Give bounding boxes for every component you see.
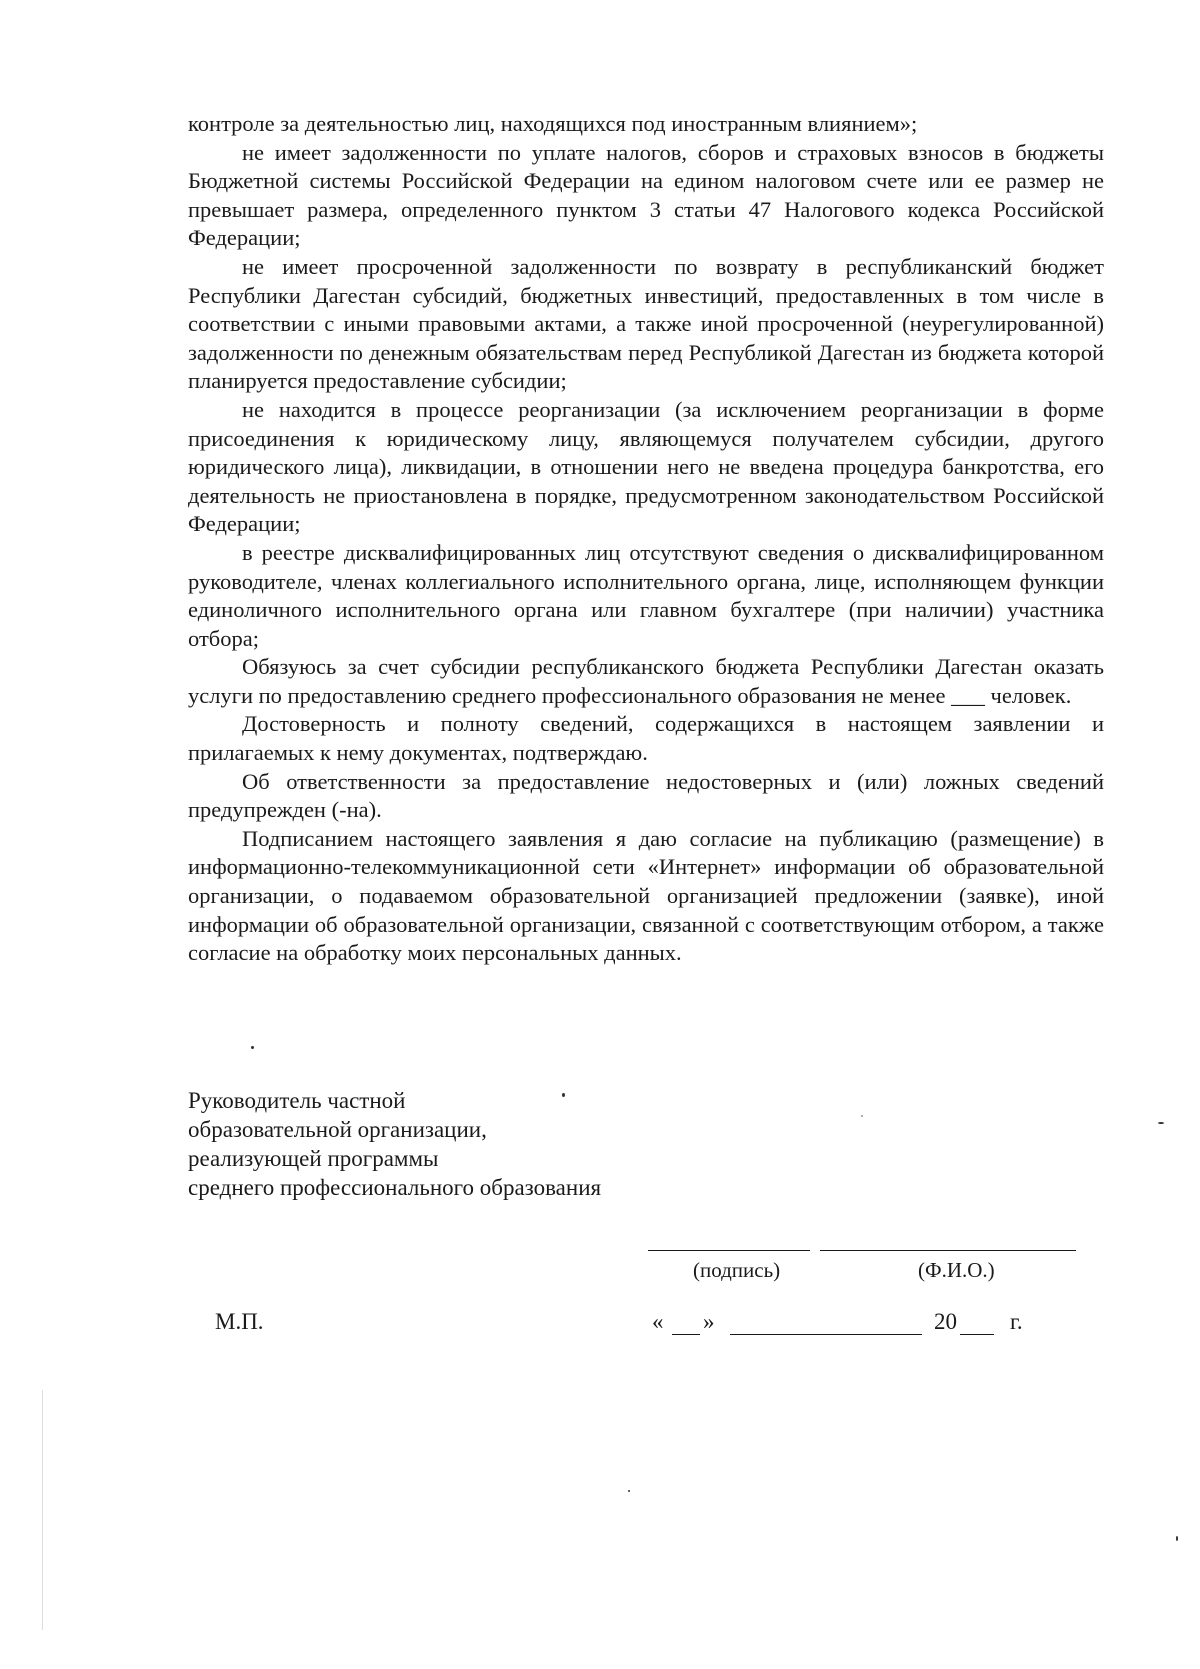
date-open-quote: «	[652, 1309, 664, 1334]
scan-speck	[1158, 1122, 1164, 1124]
paragraph-4: не находится в процессе реорганизации (за исключением реорганизации в форме присоединения к юридическому лицу, являющемуся получателем субсидии, другого юридического лица), ликвидации, в отношении него не введена процедура банкротства, его деятельность не приостановлена в порядке, предусмотренном законодательством Российской Федерации;	[188, 396, 1104, 537]
scan-speck	[1176, 1536, 1178, 1541]
paragraph-2: не имеет задолженности по уплате налогов, сборов и страховых взносов в бюджеты Бюджетной системы Российской Федерации на едином налоговом счете или ее размер не превышает размера, определенного пунктом 3 статьи 47 Налогового кодекса Российской Федерации;	[188, 139, 1104, 251]
signatory-line-2: образовательной организации,	[188, 1117, 487, 1142]
paragraph-3: не имеет просроченной задолженности по возврату в республиканский бюджет Республики Дагестан субсидий, бюджетных инвестиций, предоставленных в том числе в соответствии с иными правовыми актами, а также иной просроченной (неурегулированной) задолженности по денежным обязательствам перед Республикой Дагестан из бюджета которой планируется предоставление субсидии;	[188, 253, 1104, 394]
paragraph-6: Обязуюсь за счет субсидии республиканского бюджета Республики Дагестан оказать услуги по предоставлению среднего профессионального образования не менее ___ человек.	[188, 654, 1104, 708]
scan-speck	[861, 1115, 863, 1117]
scan-speck	[628, 1490, 630, 1492]
paragraph-9: Подписанием настоящего заявления я даю согласие на публикацию (размещение) в информационно-телекоммуникационной сети «Интернет» информации об образовательной организации, о подаваемом образовательной организацией предложении (заявке), иной информации об образовательной организации, связанной с соответствующим отбором, а также согласие на обработку моих персональных данных.	[188, 825, 1104, 966]
date-year-suffix: г.	[1010, 1309, 1023, 1334]
signature-caption: (подпись)	[693, 1258, 781, 1282]
name-caption: (Ф.И.О.)	[918, 1258, 995, 1282]
signatory-line-3: реализующей программы	[188, 1146, 439, 1171]
date-year-prefix: 20	[934, 1309, 957, 1334]
stamp-label: М.П.	[215, 1309, 264, 1334]
date-day-line	[672, 1334, 700, 1335]
scan-margin-line	[42, 1390, 43, 1630]
signatory-block	[188, 1086, 601, 1202]
signatory-line-4: среднего профессионального образования	[188, 1175, 602, 1200]
scan-speck	[251, 1046, 254, 1049]
date-month-line	[730, 1334, 922, 1335]
signatory-line-1: Руководитель частной	[188, 1088, 406, 1113]
scan-speck	[562, 1093, 565, 1097]
paragraph-8: Об ответственности за предоставление недостоверных и (или) ложных сведений предупрежден (-на).	[188, 768, 1104, 823]
paragraph-1: контроле за деятельностью лиц, находящихся под иностранным влиянием»;	[188, 111, 918, 136]
body-text	[188, 110, 1104, 968]
date-close-quote: »	[703, 1309, 715, 1334]
name-line	[820, 1250, 1076, 1251]
signature-line	[648, 1250, 810, 1251]
paragraph-5: в реестре дисквалифицированных лиц отсутствуют сведения о дисквалифицированном руководителе, членах коллегиального исполнительного органа, лице, исполняющем функции единоличного исполнительного органа или главном бухгалтере (при наличии) участника отбора;	[188, 539, 1104, 651]
date-year-line	[960, 1334, 994, 1335]
paragraph-7: Достоверность и полноту сведений, содержащихся в настоящем заявлении и прилагаемых к нему документах, подтверждаю.	[188, 711, 1104, 766]
